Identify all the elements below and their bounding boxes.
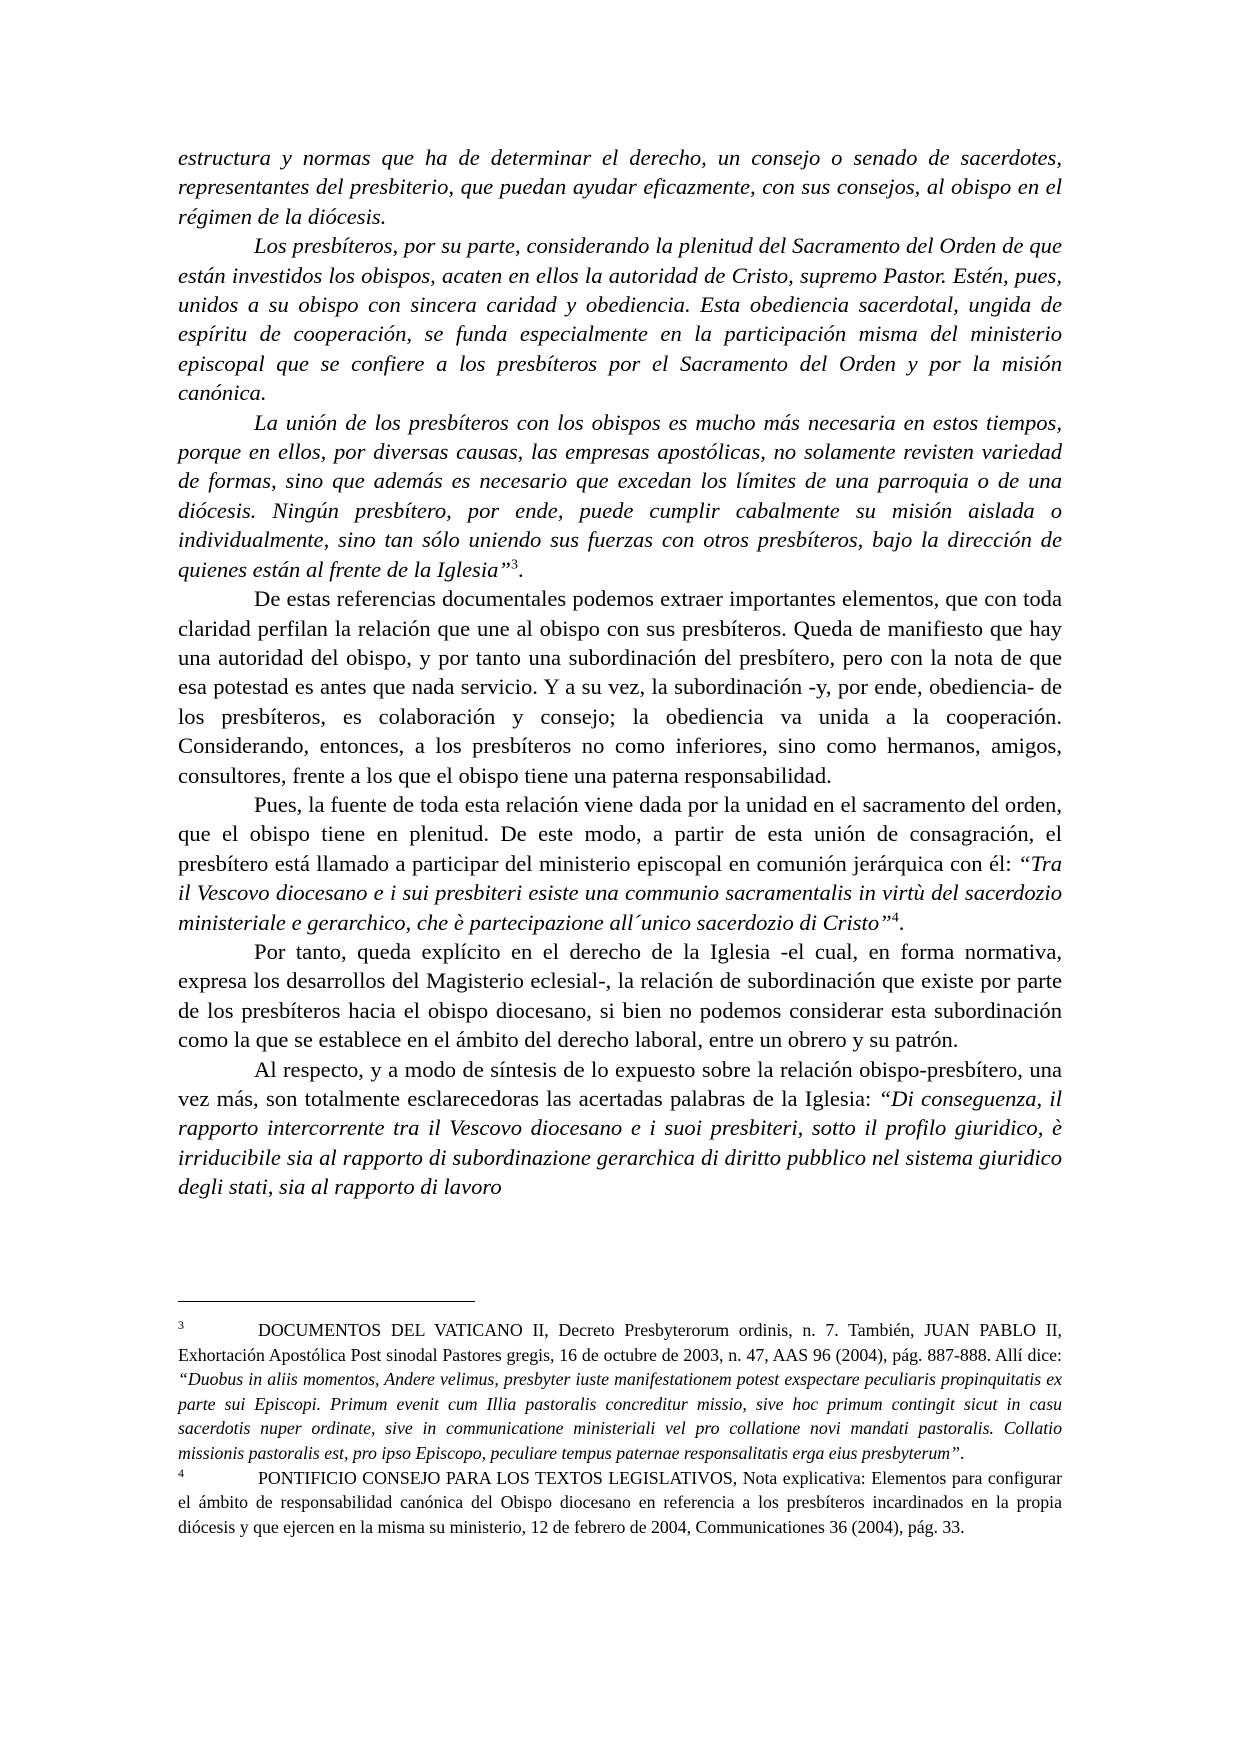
footnote-4	[178, 1466, 1062, 1540]
footnote-ref-4[interactable]: 4	[891, 910, 899, 926]
paragraph-3-end: .	[518, 556, 524, 582]
paragraph-7-lead: Al respecto, y a modo de síntesis de lo expuesto sobre la relación obispo-presbítero, una vez más, son totalmente esclarecedoras las acertadas palabras de la Iglesia:	[178, 1056, 1062, 1111]
paragraph-5-end: .	[898, 909, 905, 935]
footnote-3-quote: “Duobus in aliis momentos, Andere velimus, presbyter iuste manifestationem potest exspectare peculiaris propinquitatis ex parte sui Episcopi. Primum evenit cum Illia pastoralis concreditur missio, sive hoc primum contingit sicut in casu sacerdotis nuper ordinate, sive in communicatione ministeriali vel pro collatione novi mandati pastoralis. Collatio missionis pastoralis est, pro ipso Episcopo, peculiare tempus paternae responsalitatis erga eius presbyterum”	[178, 1369, 1062, 1463]
paragraph-7-quote: “Di conseguenza, il rapporto intercorrente tra il Vescovo diocesano e i suoi presbiteri, sotto il profilo giuridico, è irriducibile sia al rapporto di subordinazione gerarchica di diritto pubblico nel sistema giuridico degli stati, sia al rapporto di lavoro	[178, 1086, 1062, 1200]
footnote-3	[178, 1318, 1062, 1466]
paragraph-5-quote: “Tra il Vescovo diocesano e i sui presbiteri esiste una communio sacramentalis in virtù del sacerdozio ministeriale e gerarchico, che è partecipazione all´unico sacerdozio di Cristo”	[178, 850, 1062, 935]
footnote-4-text: PONTIFICIO CONSEJO PARA LOS TEXTOS LEGISLATIVOS, Nota explicativa: Elementos para configurar el ámbito de responsabilidad canónica del Obispo diocesano en referencia a los presbíteros incardinados en la propia diócesis y que ejercen en la misma su ministerio, 12 de febrero de 2004, Communicationes 36 (2004), pág. 33.	[178, 1467, 1062, 1537]
footnote-separator	[178, 1301, 475, 1302]
paragraph-3	[178, 408, 1062, 584]
paragraph-6: Por tanto, queda explícito en el derecho de la Iglesia -el cual, en forma normativa, expresa los desarrollos del Magisterio eclesial-, la relación de subordinación que existe por parte de los presbíteros hacia el obispo diocesano, si bien no podemos considerar esta subordinación como la que se establece en el ámbito del derecho laboral, entre un obrero y su patrón.	[178, 938, 1062, 1053]
paragraph-1: estructura y normas que ha de determinar el derecho, un consejo o senado de sacerdotes, representantes del presbiterio, que puedan ayudar eficazmente, con sus consejos, al obispo en el régimen de la diócesis.	[178, 145, 1062, 229]
paragraph-2: Los presbíteros, por su parte, considerando la plenitud del Sacramento del Orden de que están investidos los obispos, acaten en ellos la autoridad de Cristo, supremo Pastor. Estén, pues, unidos a su obispo con sincera caridad y obediencia. Esta obediencia sacerdotal, ungida de espíritu de cooperación, se funda especialmente en la participación misma del ministerio episcopal que se confiere a los presbíteros por el Sacramento del Orden y por la misión canónica.	[178, 233, 1062, 406]
footnotes	[178, 1318, 1062, 1539]
footnote-3-text: DOCUMENTOS DEL VATICANO II, Decreto Presbyterorum ordinis, n. 7. También, JUAN PABLO II, Exhortación Apostólica Post sinodal Pastores gregis, 16 de octubre de 2003, n. 47, AAS 96 (2004), pág. 887-888. Allí dice:	[178, 1320, 1062, 1365]
paragraph-4: De estas referencias documentales podemos extraer importantes elementos, que con toda claridad perfilan la relación que une al obispo con sus presbíteros. Queda de manifiesto que hay una autoridad del obispo, y por tanto una subordinación del presbítero, pero con la nota de que esa potestad es antes que nada servicio. Y a su vez, la subordinación -y, por ende, obediencia- de los presbíteros, es colaboración y consejo; la obediencia va unida a la cooperación. Considerando, entonces, a los presbíteros no como inferiores, sino como hermanos, amigos, consultores, frente a los que el obispo tiene una paterna responsabilidad.	[178, 586, 1062, 788]
paragraph-3-text: La unión de los presbíteros con los obispos es mucho más necesaria en estos tiempos, porque en ellos, por diversas causas, las empresas apostólicas, no solamente revisten variedad de formas, sino que además es necesario que excedan los límites de una parroquia o de una diócesis. Ningún presbítero, por ende, puede cumplir cabalmente su misión aislada o individualmente, sino tan sólo uniendo sus fuerzas con otros presbíteros, bajo la dirección de quienes están al frente de la Iglesia”	[178, 409, 1062, 582]
paragraph-5	[178, 790, 1062, 937]
footnote-number-3: 3	[178, 1318, 184, 1333]
footnote-3-end: .	[960, 1442, 965, 1463]
paragraph-7	[178, 1055, 1062, 1202]
body-text	[178, 143, 1062, 1202]
footnote-number-4: 4	[178, 1465, 184, 1480]
paragraph-5-lead: Pues, la fuente de toda esta relación viene dada por la unidad en el sacramento del orden, que el obispo tiene en plenitud. De este modo, a partir de esta unión de consagración, el presbítero está llamado a participar del ministerio episcopal en comunión jerárquica con él:	[178, 791, 1062, 876]
footnote-ref-3[interactable]: 3	[511, 557, 518, 573]
